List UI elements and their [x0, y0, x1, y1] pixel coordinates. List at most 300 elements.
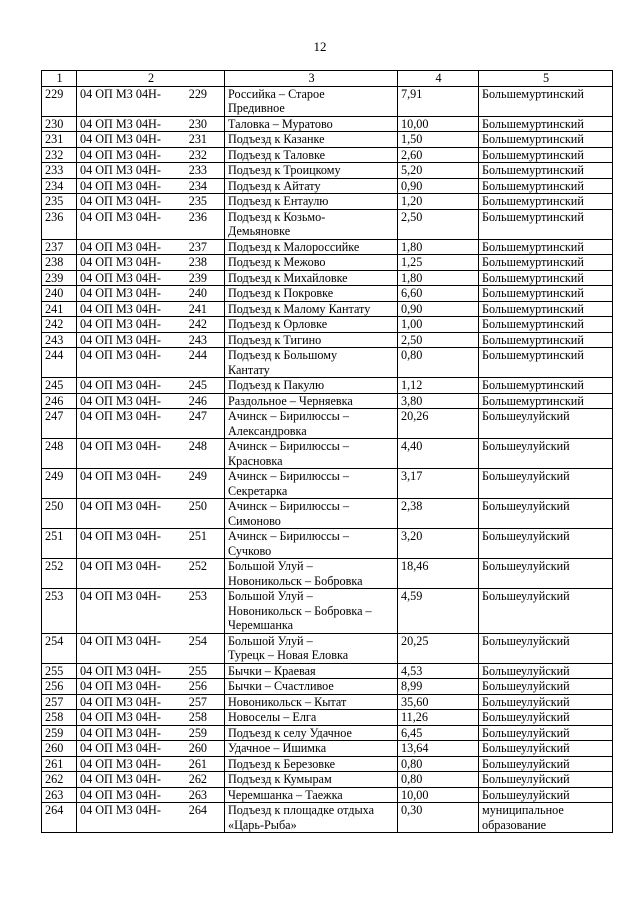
road-code-number: 233 — [188, 163, 207, 177]
road-code-prefix: 04 ОП МЗ 04Н- — [80, 239, 161, 254]
road-code-cell — [77, 317, 225, 333]
road-code-prefix: 04 ОП МЗ 04Н- — [80, 270, 161, 285]
district-cell — [479, 663, 613, 679]
road-code-cell — [77, 270, 225, 286]
road-code-number: 252 — [188, 559, 207, 573]
road-name-line: Бычки – Счастливое — [228, 679, 334, 693]
road-name-line: Черемшанка – Таежка — [228, 787, 343, 802]
row-number-cell: 245 — [42, 378, 77, 394]
district-cell — [479, 633, 613, 663]
road-name-line: Подъезд к площадке отдыха — [228, 803, 375, 817]
road-name-cell — [225, 499, 398, 529]
road-name-cell — [225, 787, 398, 803]
road-name-line: Красновка — [228, 453, 283, 468]
road-name-line: Большой Улуй – — [228, 589, 313, 603]
road-length-cell: 20,25 — [398, 633, 479, 663]
road-length-cell: 13,64 — [398, 741, 479, 757]
road-length-cell: 3,17 — [398, 469, 479, 499]
road-length-cell: 0,30 — [398, 803, 479, 833]
road-code-prefix: 04 ОП МЗ 04Н- — [80, 378, 161, 392]
road-name-line: Секретарка — [228, 483, 288, 498]
road-length-cell: 7,91 — [398, 86, 479, 116]
road-length-cell: 18,46 — [398, 559, 479, 589]
road-name-cell — [225, 270, 398, 286]
district-cell — [479, 694, 613, 710]
table-row — [42, 178, 613, 194]
road-code-prefix: 04 ОП МЗ 04Н- — [80, 194, 161, 208]
header-cell: 2 — [77, 71, 225, 87]
road-length-cell: 1,80 — [398, 239, 479, 255]
road-code-number: 257 — [188, 694, 207, 709]
road-code-number: 262 — [188, 772, 207, 786]
table-row — [42, 409, 613, 439]
table-row — [42, 286, 613, 302]
road-code-prefix: 04 ОП МЗ 04Н- — [80, 255, 161, 269]
road-code-prefix: 04 ОП МЗ 04Н- — [80, 787, 161, 802]
district-cell — [479, 469, 613, 499]
row-number-cell: 261 — [42, 756, 77, 772]
district-line: Большеулуйский — [482, 439, 570, 453]
road-code-prefix: 04 ОП МЗ 04Н- — [80, 663, 161, 678]
district-cell — [479, 710, 613, 726]
road-name-cell — [225, 239, 398, 255]
road-code-cell — [77, 255, 225, 271]
road-code-number: 260 — [188, 741, 207, 755]
road-code-prefix: 04 ОП МЗ 04Н- — [80, 209, 161, 224]
row-number-cell: 229 — [42, 86, 77, 116]
district-line: Большемуртинский — [482, 116, 584, 131]
road-code-number: 254 — [188, 633, 207, 648]
district-cell — [479, 194, 613, 210]
road-code-cell — [77, 589, 225, 634]
road-name-line: Предивное — [228, 101, 285, 115]
road-name-cell — [225, 694, 398, 710]
table-row — [42, 378, 613, 394]
district-line: Большеулуйский — [482, 694, 570, 709]
road-name-cell — [225, 393, 398, 409]
road-length-cell: 2,60 — [398, 147, 479, 163]
district-line: Большеулуйский — [482, 787, 570, 802]
district-cell — [479, 725, 613, 741]
district-cell — [479, 589, 613, 634]
district-line: Большемуртинский — [482, 178, 584, 193]
road-code-prefix: 04 ОП МЗ 04Н- — [80, 439, 161, 453]
road-name-cell — [225, 317, 398, 333]
road-code-cell — [77, 147, 225, 163]
district-line: Большеулуйский — [482, 633, 570, 648]
road-length-cell: 6,60 — [398, 286, 479, 302]
road-name-cell — [225, 589, 398, 634]
row-number-cell: 247 — [42, 409, 77, 439]
row-number-cell: 252 — [42, 559, 77, 589]
table-row — [42, 86, 613, 116]
road-length-cell: 4,53 — [398, 663, 479, 679]
road-code-cell — [77, 332, 225, 348]
road-length-cell: 0,80 — [398, 348, 479, 378]
district-cell — [479, 209, 613, 239]
district-line: Большеулуйский — [482, 772, 570, 786]
road-name-cell — [225, 439, 398, 469]
road-name-cell — [225, 772, 398, 788]
road-name-line: Ачинск – Бирилюссы – — [228, 529, 349, 543]
road-name-line: Подъезд к Большому — [228, 348, 338, 362]
road-code-cell — [77, 409, 225, 439]
row-number-cell: 239 — [42, 270, 77, 286]
road-length-cell: 5,20 — [398, 163, 479, 179]
road-code-number: 238 — [188, 255, 207, 269]
road-name-cell — [225, 194, 398, 210]
header-cell: 3 — [225, 71, 398, 87]
table-row — [42, 147, 613, 163]
road-name-cell — [225, 255, 398, 271]
road-name-line: Подъезд к Орловке — [228, 317, 328, 331]
district-cell — [479, 332, 613, 348]
table-row — [42, 633, 613, 663]
road-code-number: 241 — [188, 301, 207, 316]
road-code-number: 264 — [188, 803, 207, 817]
road-code-prefix: 04 ОП МЗ 04Н- — [80, 132, 161, 146]
table-row — [42, 663, 613, 679]
road-code-number: 234 — [188, 178, 207, 193]
road-code-number: 255 — [188, 663, 207, 678]
road-code-cell — [77, 194, 225, 210]
road-length-cell: 8,99 — [398, 679, 479, 695]
table-row — [42, 239, 613, 255]
district-line: Большемуртинский — [482, 163, 584, 177]
road-length-cell: 20,26 — [398, 409, 479, 439]
table-row — [42, 756, 613, 772]
road-name-cell — [225, 116, 398, 132]
road-code-cell — [77, 163, 225, 179]
table-row — [42, 439, 613, 469]
road-code-number: 235 — [188, 194, 207, 208]
district-cell — [479, 409, 613, 439]
row-number-cell: 250 — [42, 499, 77, 529]
district-line: Большеулуйский — [482, 756, 570, 771]
road-name-cell — [225, 86, 398, 116]
road-length-cell: 0,80 — [398, 772, 479, 788]
roads-table — [41, 70, 613, 833]
road-length-cell: 4,40 — [398, 439, 479, 469]
road-code-cell — [77, 663, 225, 679]
row-number-cell: 242 — [42, 317, 77, 333]
district-cell — [479, 772, 613, 788]
district-line: Большемуртинский — [482, 270, 584, 285]
road-code-prefix: 04 ОП МЗ 04Н- — [80, 694, 161, 709]
district-cell — [479, 86, 613, 116]
district-cell — [479, 348, 613, 378]
road-code-cell — [77, 469, 225, 499]
table-row — [42, 393, 613, 409]
district-cell — [479, 163, 613, 179]
road-name-line: Таловка – Муратово — [228, 116, 333, 131]
table-row — [42, 317, 613, 333]
road-code-number: 237 — [188, 239, 207, 254]
road-name-line: Ачинск – Бирилюссы – — [228, 409, 349, 423]
road-length-cell: 1,00 — [398, 317, 479, 333]
road-code-prefix: 04 ОП МЗ 04Н- — [80, 499, 161, 513]
road-code-prefix: 04 ОП МЗ 04Н- — [80, 679, 161, 693]
road-code-number: 248 — [188, 439, 207, 453]
table-row — [42, 725, 613, 741]
road-name-line: Подъезд к Айтату — [228, 178, 321, 193]
road-name-line: Симоново — [228, 513, 281, 528]
table-row — [42, 772, 613, 788]
district-line: Большемуртинский — [482, 255, 584, 269]
row-number-cell: 255 — [42, 663, 77, 679]
road-code-cell — [77, 679, 225, 695]
road-name-cell — [225, 633, 398, 663]
row-number-cell: 236 — [42, 209, 77, 239]
road-name-line: Большой Улуй – — [228, 559, 313, 573]
road-name-line: Подъезд к Малому Кантату — [228, 301, 371, 316]
road-code-cell — [77, 301, 225, 317]
road-name-line: Подъезд к Тигино — [228, 332, 322, 347]
road-name-line: Сучково — [228, 543, 272, 558]
district-cell — [479, 317, 613, 333]
row-number-cell: 257 — [42, 694, 77, 710]
district-line: Большемуртинский — [482, 332, 584, 347]
road-length-cell: 0,90 — [398, 301, 479, 317]
district-line: Большеулуйский — [482, 529, 570, 543]
row-number-cell: 237 — [42, 239, 77, 255]
road-code-number: 240 — [188, 286, 207, 300]
district-line: Большеулуйский — [482, 469, 570, 483]
road-code-number: 244 — [188, 348, 207, 362]
row-number-cell: 231 — [42, 132, 77, 148]
road-code-prefix: 04 ОП МЗ 04Н- — [80, 178, 161, 193]
table-row — [42, 787, 613, 803]
road-name-line: Подъезд к Межово — [228, 255, 326, 269]
road-code-prefix: 04 ОП МЗ 04Н- — [80, 147, 161, 162]
road-code-number: 242 — [188, 317, 207, 331]
district-line: Большемуртинский — [482, 194, 584, 208]
district-line: Большеулуйский — [482, 679, 570, 693]
road-length-cell: 1,80 — [398, 270, 479, 286]
road-name-cell — [225, 559, 398, 589]
road-code-number: 232 — [188, 147, 207, 162]
road-code-number: 261 — [188, 756, 207, 771]
row-number-cell: 232 — [42, 147, 77, 163]
road-name-cell — [225, 741, 398, 757]
road-name-cell — [225, 348, 398, 378]
road-code-prefix: 04 ОП МЗ 04Н- — [80, 725, 161, 740]
row-number-cell: 238 — [42, 255, 77, 271]
table-row — [42, 499, 613, 529]
row-number-cell: 254 — [42, 633, 77, 663]
row-number-cell: 259 — [42, 725, 77, 741]
district-cell — [479, 178, 613, 194]
road-name-line: Ачинск – Бирилюссы – — [228, 439, 349, 453]
row-number-cell: 260 — [42, 741, 77, 757]
row-number-cell: 264 — [42, 803, 77, 833]
table-row — [42, 255, 613, 271]
road-code-cell — [77, 633, 225, 663]
road-name-line: Демьяновке — [228, 224, 291, 238]
road-code-cell — [77, 286, 225, 302]
road-code-cell — [77, 803, 225, 833]
road-name-cell — [225, 332, 398, 348]
district-cell — [479, 499, 613, 529]
road-name-line: Ачинск – Бирилюссы – — [228, 499, 349, 513]
row-number-cell: 240 — [42, 286, 77, 302]
road-length-cell: 6,45 — [398, 725, 479, 741]
road-length-cell: 10,00 — [398, 116, 479, 132]
road-code-cell — [77, 694, 225, 710]
road-length-cell: 1,50 — [398, 132, 479, 148]
road-name-line: Александровка — [228, 423, 307, 438]
row-number-cell: 243 — [42, 332, 77, 348]
district-line: образование — [482, 817, 547, 832]
road-name-cell — [225, 378, 398, 394]
road-code-prefix: 04 ОП МЗ 04Н- — [80, 772, 161, 786]
district-cell — [479, 378, 613, 394]
row-number-cell: 263 — [42, 787, 77, 803]
district-cell — [479, 301, 613, 317]
road-code-prefix: 04 ОП МЗ 04Н- — [80, 559, 161, 573]
table-row — [42, 589, 613, 634]
road-name-line: Кантату — [228, 362, 270, 377]
road-code-prefix: 04 ОП МЗ 04Н- — [80, 633, 161, 648]
district-line: Большемуртинский — [482, 209, 584, 224]
district-line: Большеулуйский — [482, 589, 570, 603]
district-cell — [479, 116, 613, 132]
road-code-cell — [77, 529, 225, 559]
road-name-line: Подъезд к Троицкому — [228, 163, 341, 177]
road-name-line: Удачное – Ишимка — [228, 741, 327, 755]
road-name-cell — [225, 209, 398, 239]
district-line: Большеулуйский — [482, 559, 570, 573]
road-name-line: Подъезд к Ентаулю — [228, 194, 329, 208]
district-cell — [479, 393, 613, 409]
road-name-line: Ачинск – Бирилюссы – — [228, 469, 349, 483]
table-row — [42, 529, 613, 559]
road-code-cell — [77, 209, 225, 239]
district-cell — [479, 439, 613, 469]
road-name-line: Новоникольск – Бобровка – — [228, 603, 372, 618]
road-code-prefix: 04 ОП МЗ 04Н- — [80, 163, 161, 177]
table-row — [42, 194, 613, 210]
road-length-cell: 2,50 — [398, 332, 479, 348]
district-line: Большеулуйский — [482, 725, 570, 740]
row-number-cell: 262 — [42, 772, 77, 788]
road-code-cell — [77, 116, 225, 132]
district-cell — [479, 756, 613, 772]
road-length-cell: 2,50 — [398, 209, 479, 239]
road-code-cell — [77, 178, 225, 194]
table-row — [42, 348, 613, 378]
district-cell — [479, 529, 613, 559]
road-code-number: 231 — [188, 132, 207, 146]
road-name-line: Подъезд к Покровке — [228, 286, 334, 300]
road-code-number: 256 — [188, 679, 207, 693]
road-code-prefix: 04 ОП МЗ 04Н- — [80, 317, 161, 331]
road-name-cell — [225, 803, 398, 833]
table-row — [42, 332, 613, 348]
road-length-cell: 3,20 — [398, 529, 479, 559]
road-name-cell — [225, 163, 398, 179]
road-name-cell — [225, 178, 398, 194]
road-name-cell — [225, 679, 398, 695]
table-row — [42, 679, 613, 695]
page-number: 12 — [313, 39, 327, 54]
district-cell — [479, 803, 613, 833]
road-name-cell — [225, 756, 398, 772]
road-code-cell — [77, 439, 225, 469]
road-length-cell: 1,12 — [398, 378, 479, 394]
district-line: Большемуртинский — [482, 239, 584, 254]
road-code-prefix: 04 ОП МЗ 04Н- — [80, 116, 161, 131]
district-line: Большемуртинский — [482, 86, 584, 101]
road-name-line: «Царь-Рыба» — [228, 817, 297, 832]
road-code-cell — [77, 756, 225, 772]
district-cell — [479, 679, 613, 695]
district-cell — [479, 132, 613, 148]
road-code-prefix: 04 ОП МЗ 04Н- — [80, 469, 161, 483]
road-code-prefix: 04 ОП МЗ 04Н- — [80, 589, 161, 603]
road-name-line: Подъезд к Малороссийке — [228, 239, 360, 254]
road-code-cell — [77, 499, 225, 529]
district-line: Большеулуйский — [482, 741, 570, 755]
table-row — [42, 469, 613, 499]
road-code-number: 229 — [188, 86, 207, 101]
road-code-cell — [77, 559, 225, 589]
district-cell — [479, 559, 613, 589]
road-code-prefix: 04 ОП МЗ 04Н- — [80, 529, 161, 543]
row-number-cell: 244 — [42, 348, 77, 378]
district-line: Большемуртинский — [482, 132, 584, 146]
road-code-number: 243 — [188, 332, 207, 347]
road-length-cell: 0,90 — [398, 178, 479, 194]
road-name-line: Раздольное – Черняевка — [228, 393, 353, 408]
road-name-line: Подъезд к Козьмо- — [228, 209, 326, 224]
table-row — [42, 163, 613, 179]
table-row — [42, 209, 613, 239]
road-name-line: Новоникольск – Кытат — [228, 694, 347, 709]
road-code-number: 249 — [188, 469, 207, 483]
road-name-cell — [225, 710, 398, 726]
header-cell: 4 — [398, 71, 479, 87]
road-name-cell — [225, 301, 398, 317]
road-code-cell — [77, 772, 225, 788]
district-cell — [479, 255, 613, 271]
table-body — [42, 71, 613, 833]
road-name-line: Подъезд к Кумырам — [228, 772, 332, 786]
row-number-cell: 241 — [42, 301, 77, 317]
road-length-cell: 4,59 — [398, 589, 479, 634]
road-code-number: 239 — [188, 270, 207, 285]
road-code-cell — [77, 378, 225, 394]
road-code-cell — [77, 787, 225, 803]
district-line: Большемуртинский — [482, 317, 584, 331]
road-code-prefix: 04 ОП МЗ 04Н- — [80, 286, 161, 300]
road-name-line: Подъезд к Пакулю — [228, 378, 325, 392]
road-name-line: Подъезд к Михайловке — [228, 270, 348, 285]
road-name-line: Подъезд к Березовке — [228, 756, 336, 771]
road-code-cell — [77, 741, 225, 757]
road-name-line: Российка – Старое — [228, 86, 325, 101]
road-code-cell — [77, 393, 225, 409]
row-number-cell: 246 — [42, 393, 77, 409]
district-line: Большемуртинский — [482, 147, 584, 162]
road-name-line: Подъезд к селу Удачное — [228, 725, 352, 740]
road-code-prefix: 04 ОП МЗ 04Н- — [80, 301, 161, 316]
district-line: Большеулуйский — [482, 409, 570, 423]
road-code-number: 263 — [188, 787, 207, 802]
district-line: Большеулуйский — [482, 710, 570, 724]
district-line: Большемуртинский — [482, 348, 584, 362]
row-number-cell: 235 — [42, 194, 77, 210]
